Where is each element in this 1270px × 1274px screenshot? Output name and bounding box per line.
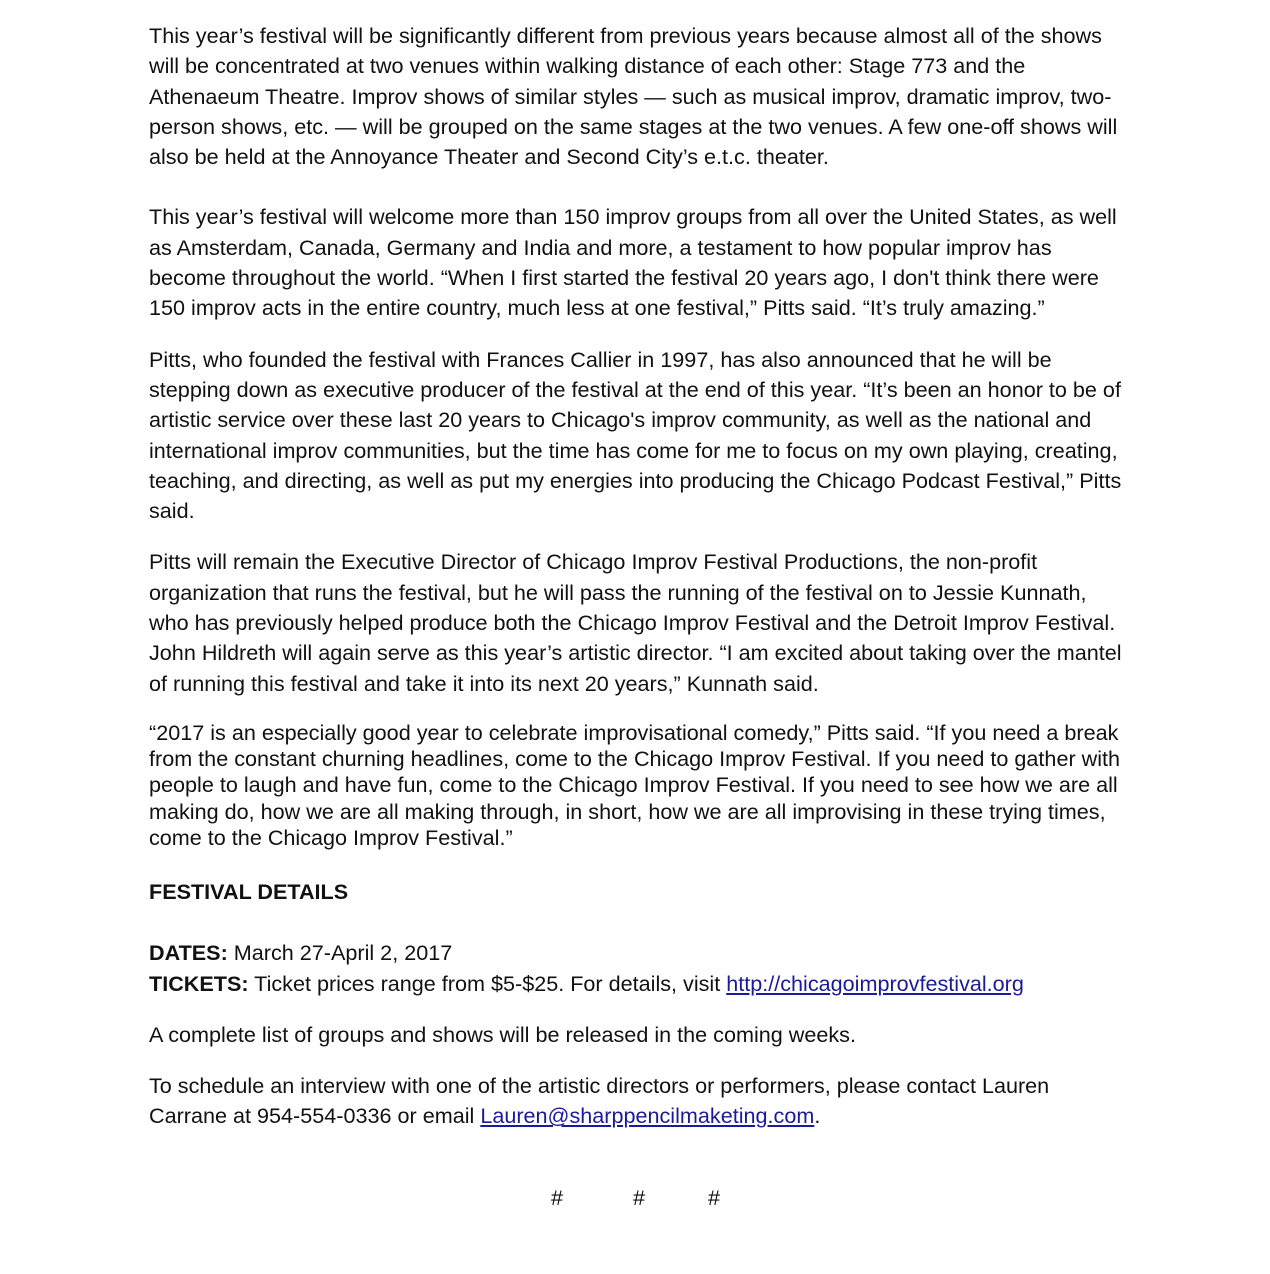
tickets-value: Ticket prices range from $5-$25. For details, visit: [248, 970, 727, 996]
dates-label: DATES:: [149, 940, 228, 966]
paragraph-executive-director: Pitts will remain the Executive Director of Chicago Improv Festival Productions, the non-profit organization that runs the festival, but he will pass the running of the festival on to Jessie Kunnath, who has previously helped produce both the Chicago Improv Festival and the Detroit Improv Festival. John Hildreth will again serve as this year’s artistic director. “I am excited about taking over the mantel of running this festival and take it into its next 20 years,” Kunnath said.: [149, 549, 1122, 696]
document-page: [149, 21, 1129, 1132]
paragraph-quote-2017: “2017 is an especially good year to celebrate improvisational comedy,” Pitts said. “If you need a break from the constant churning headlines, come to the Chicago Improv Festival. If you need to gather with people to laugh and have fun, come to the Chicago Improv Festival. If you need to see how we are all making do, how we are all making through, in short, how we are all improvising in these trying times, come to the Chicago Improv Festival.”: [149, 719, 1121, 850]
paragraph-stepping-down: Pitts, who founded the festival with Frances Callier in 1997, has also announced that he will be stepping down as executive producer of the festival at the end of this year. “It’s been an honor to be of artistic service over these last 20 years to Chicago's improv community, as well as the national and international improv communities, but the time has come for me to focus on my own playing, creating, teaching, and directing, as well as put my energies into producing the Chicago Podcast Festival,” Pitts said.: [149, 346, 1122, 524]
festival-details-heading: FESTIVAL DETAILS: [149, 878, 349, 904]
paragraph-contact: [149, 1071, 1129, 1132]
end-mark: #: [633, 1185, 646, 1210]
paragraph-groups: This year’s festival will welcome more than 150 improv groups from all over the United States, as well as Amsterdam, Canada, Germany and India and more, a testament to how popular improv has become throughout the world. “When I first started the festival 20 years ago, I don't think there were 150 improv acts in the entire country, much less at one festival,” Pitts said. “It’s truly amazing.”: [149, 204, 1117, 321]
end-marks: [0, 1185, 1270, 1215]
festival-details: [149, 938, 1129, 999]
contact-email-link[interactable]: Lauren@sharppencilmaketing.com: [480, 1103, 815, 1129]
end-mark: #: [708, 1185, 721, 1210]
dates-value: March 27-April 2, 2017: [227, 940, 453, 966]
tickets-label: TICKETS:: [149, 970, 249, 996]
dates-line: [149, 938, 1129, 968]
festival-website-link[interactable]: http://chicagoimprovfestival.org: [726, 970, 1024, 996]
paragraph-list-note: A complete list of groups and shows will be released in the coming weeks.: [149, 1021, 856, 1047]
contact-suffix: .: [814, 1103, 821, 1129]
paragraph-venues: This year’s festival will be significantly different from previous years because almost all of the shows will be concentrated at two venues within walking distance of each other: Stage 773 and the Athenaeum Theatre. Improv shows of similar styles — such as musical improv, dramatic improv, two-person shows, etc. — will be grouped on the same stages at the two venues. A few one-off shows will also be held at the Annoyance Theater and Second City’s e.t.c. theater.: [149, 23, 1118, 170]
end-mark: #: [551, 1185, 564, 1210]
contact-text: To schedule an interview with one of the artistic directors or performers, please contact Lauren Carrane at 954-554-0336 or email: [149, 1073, 1050, 1129]
tickets-line: [149, 969, 1129, 999]
